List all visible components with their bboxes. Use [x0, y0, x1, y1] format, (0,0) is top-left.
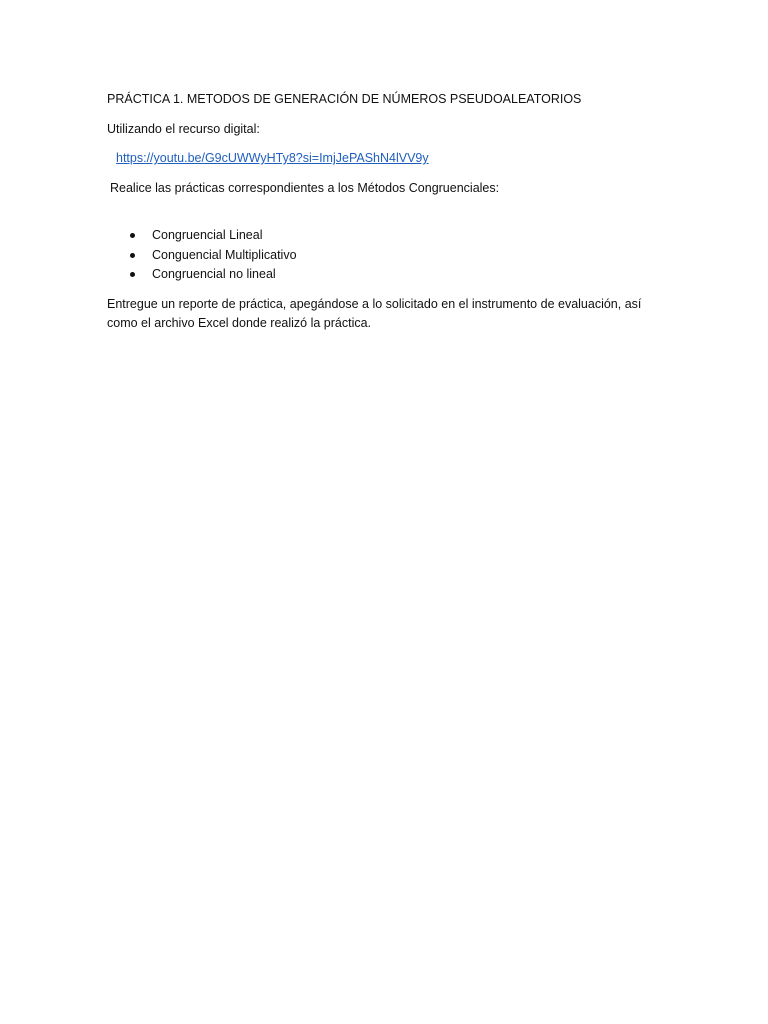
resource-link-line — [116, 149, 667, 169]
closing-line-2: como el archivo Excel donde realizó la práctica. — [107, 316, 372, 330]
closing-line-1: Entregue un reporte de práctica, apegándose a lo solicitado en el instrumento de evaluación, así — [107, 296, 642, 311]
method-label: Congruencial no lineal — [152, 267, 276, 281]
method-label: Conguencial Multiplicativo — [152, 247, 297, 262]
youtube-resource-link[interactable]: https://youtu.be/G9cUWWyHTy8?si=ImjJePAShN4lVV9y — [116, 151, 429, 165]
method-label: Congruencial Lineal — [152, 228, 263, 242]
closing-paragraph — [107, 295, 667, 334]
bullet-icon — [130, 233, 135, 238]
list-item — [107, 246, 667, 266]
instruction-text: Realice las prácticas correspondientes a los Métodos Congruenciales: — [110, 180, 500, 195]
intro-text: Utilizando el recurso digital: — [107, 121, 260, 136]
list-item — [107, 226, 667, 246]
document-body — [107, 90, 667, 334]
list-item — [107, 265, 667, 285]
bullet-icon — [130, 253, 135, 258]
practice-title: PRÁCTICA 1. METODOS DE GENERACIÓN DE NÚMEROS PSEUDOALEATORIOS — [107, 92, 582, 106]
methods-list — [107, 226, 667, 285]
bullet-icon — [130, 272, 135, 277]
